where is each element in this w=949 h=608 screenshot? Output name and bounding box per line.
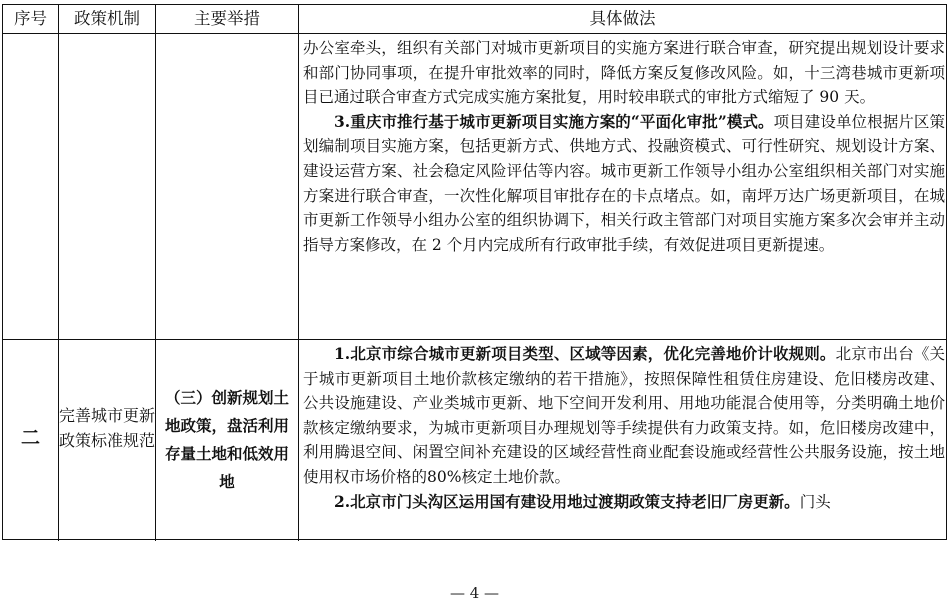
- column-divider: [155, 5, 156, 541]
- practice-lead: 3.重庆市推行基于城市更新项目实施方案的“平面化审批”模式。: [334, 111, 774, 131]
- practice-paragraph: 2.北京市门头沟区运用国有建设用地过渡期政策支持老旧厂房更新。门头: [334, 491, 831, 511]
- row-number: 二: [20, 427, 40, 449]
- policy-table: [2, 4, 947, 540]
- practice-paragraph: 3.重庆市推行基于城市更新项目实施方案的“平面化审批”模式。项目建设单位根据片区策划编制项目实施方案，包括更新方式、供地方式、投融资模式、可行性研究、规划设计方案、建设运营方案、社会稳定风险评估等内容。城市更新工作领导小组办公室组织相关部门对实施方案进行联合审查，一次性化解项目审批存在的卡点堵点。如，南坪万达广场更新项目，在城市更新工作领导小组办公室的组织协调下，相关行政主管部门对项目实施方案多次会审并主动指导方案修改，在 2 个月内完成所有行政审批手续，有效促进项目更新提速。: [303, 111, 945, 254]
- main-measure: （三）创新规划土地政策，盘活利用存量土地和低效用地: [164, 388, 289, 491]
- header-cell-practice: 具体做法: [589, 9, 656, 28]
- row-divider: [3, 339, 946, 340]
- practice-paragraph: 办公室牵头，组织有关部门对城市更新项目的实施方案进行联合审查，研究提出规划设计要求和部门协同事项，在提升审批效率的同时，降低方案反复修改风险。如，十三湾巷城市更新项目已通过联合审查方式完成实施方案批复，用时较串联式的审批方式缩短了 90 天。: [303, 39, 945, 107]
- header-cell-measure: 主要举措: [194, 9, 260, 28]
- header-divider: [3, 33, 946, 34]
- practice-paragraph: 1.北京市综合城市更新项目类型、区域等因素，优化完善地价计收规则。北京市出台《关于城市更新项目土地价款核定缴纳的若干措施》，按照保障性租赁住房建设、危旧楼房改建、公共设施建设、产业类城市更新、地下空间开发利用、用地功能混合使用等，分类明确土地价款核定缴纳要求，为城市更新项目办理规划等手续提供有力政策支持。如，危旧楼房改建中，利用腾退空间、闲置空间补充建设的区域经营性商业配套设施或经营性公共服务设施，按土地使用权市场价格的80%核定土地价款。: [303, 344, 945, 486]
- column-divider: [58, 5, 59, 541]
- practice-lead: 1.北京市综合城市更新项目类型、区域等因素，优化完善地价计收规则。: [334, 344, 836, 363]
- practice-lead: 2.北京市门头沟区运用国有建设用地过渡期政策支持老旧厂房更新。: [334, 491, 800, 511]
- header-cell-number: 序号: [14, 9, 47, 28]
- practice-cell-continued: [303, 36, 945, 257]
- column-divider: [298, 5, 299, 541]
- practice-cell: [303, 342, 945, 514]
- page-number: — 4 —: [449, 584, 500, 602]
- header-cell-mechanism: 政策机制: [74, 9, 140, 28]
- policy-mechanism: 完善城市更新政策标准规范: [59, 406, 156, 450]
